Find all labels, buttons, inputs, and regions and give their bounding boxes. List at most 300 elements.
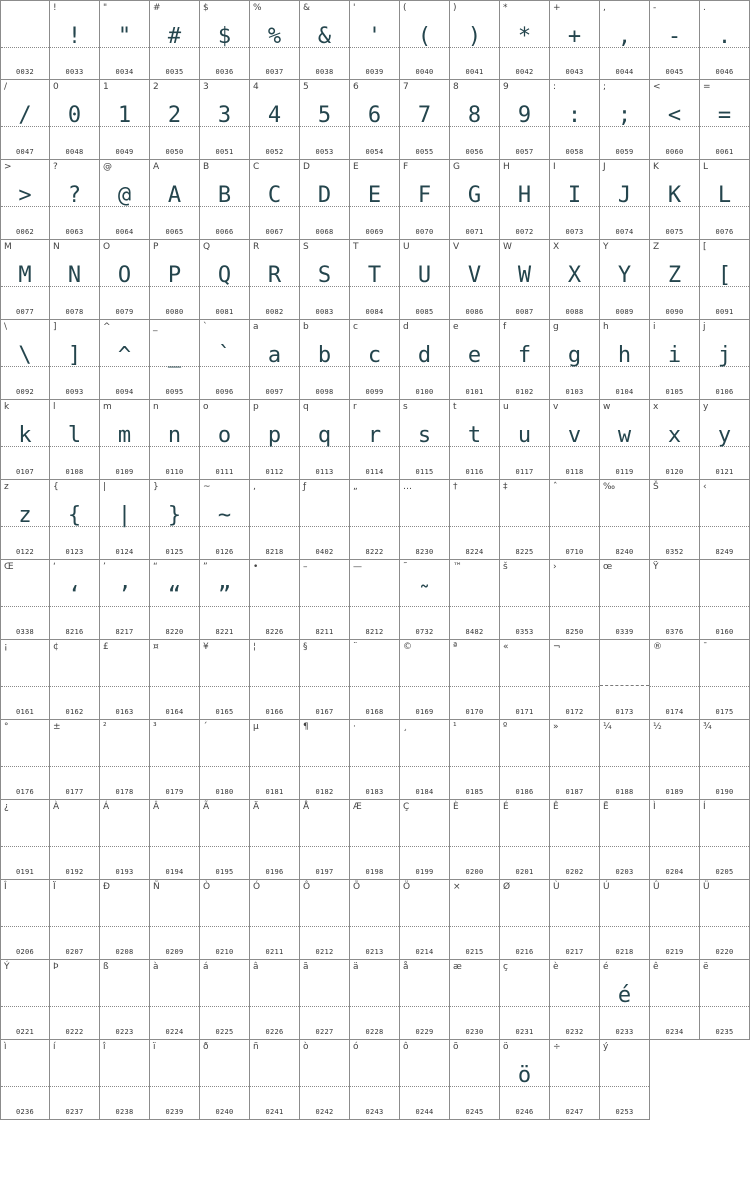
glyph-cell bbox=[50, 560, 100, 640]
glyph-sample bbox=[100, 896, 149, 936]
glyph-cell bbox=[300, 560, 350, 640]
glyph-label: l bbox=[53, 402, 56, 412]
glyph-cell bbox=[300, 880, 350, 960]
glyph-cell bbox=[700, 400, 750, 480]
glyph-cell bbox=[250, 480, 300, 560]
glyph-code: 0235 bbox=[715, 1028, 734, 1036]
glyph-sample: 4 bbox=[267, 103, 282, 128]
glyph-label: ¼ bbox=[603, 722, 612, 732]
glyph-cell bbox=[500, 880, 550, 960]
glyph-code: 0207 bbox=[65, 948, 84, 956]
glyph-sample bbox=[600, 736, 649, 776]
glyph-sample: 7 bbox=[417, 103, 432, 128]
glyph-cell bbox=[250, 560, 300, 640]
glyph-cell bbox=[500, 160, 550, 240]
glyph-label: Ã bbox=[203, 802, 210, 812]
glyph-cell bbox=[150, 1040, 200, 1120]
glyph-label: r bbox=[353, 402, 357, 412]
glyph-sample: m bbox=[117, 423, 132, 448]
glyph-code: 0035 bbox=[165, 68, 184, 76]
glyph-cell bbox=[400, 160, 450, 240]
glyph-sample bbox=[350, 816, 399, 856]
glyph-sample bbox=[50, 976, 99, 1016]
glyph-cell bbox=[300, 1040, 350, 1120]
glyph-code: 0037 bbox=[265, 68, 284, 76]
glyph-cell bbox=[450, 480, 500, 560]
glyph-cell bbox=[300, 400, 350, 480]
glyph-cell bbox=[250, 1040, 300, 1120]
glyph-label: ¬ bbox=[553, 642, 561, 652]
glyph-label: Ð bbox=[103, 882, 110, 892]
glyph-code: 0223 bbox=[115, 1028, 134, 1036]
glyph-cell bbox=[700, 640, 750, 720]
glyph-label: ~ bbox=[203, 482, 211, 492]
glyph-cell bbox=[550, 960, 600, 1040]
glyph-code: 0044 bbox=[615, 68, 634, 76]
glyph-code: 0240 bbox=[215, 1108, 234, 1116]
glyph-sample: ` bbox=[217, 343, 232, 368]
glyph-cell bbox=[0, 800, 50, 880]
glyph-cell bbox=[400, 640, 450, 720]
glyph-sample: g bbox=[567, 343, 582, 368]
glyph-label: Y bbox=[603, 242, 609, 252]
glyph-label: ³ bbox=[153, 722, 157, 732]
glyph-sample bbox=[300, 816, 349, 856]
glyph-cell bbox=[600, 400, 650, 480]
glyph-sample: ! bbox=[67, 24, 82, 49]
glyph-code: 0093 bbox=[65, 388, 84, 396]
glyph-sample: % bbox=[267, 24, 282, 49]
glyph-label: Ï bbox=[53, 882, 56, 892]
glyph-code: 0215 bbox=[465, 948, 484, 956]
glyph-cell bbox=[0, 240, 50, 320]
glyph-label: | bbox=[103, 482, 107, 492]
glyph-label: 8 bbox=[453, 82, 459, 92]
glyph-cell bbox=[100, 160, 150, 240]
glyph-label: q bbox=[303, 402, 309, 412]
glyph-sample: L bbox=[717, 183, 732, 208]
glyph-code: 8220 bbox=[165, 628, 184, 636]
glyph-code: 0063 bbox=[65, 228, 84, 236]
glyph-code: 0210 bbox=[215, 948, 234, 956]
glyph-code: 0191 bbox=[15, 868, 35, 876]
glyph-sample: Y bbox=[617, 263, 632, 288]
glyph-label: f bbox=[503, 322, 507, 332]
glyph-code: 8216 bbox=[65, 628, 84, 636]
glyph-cell bbox=[500, 0, 550, 80]
glyph-label: U bbox=[403, 242, 410, 252]
glyph-sample: q bbox=[317, 423, 332, 448]
glyph-sample: B bbox=[217, 183, 232, 208]
glyph-code: 0092 bbox=[15, 388, 35, 396]
glyph-label: È bbox=[453, 802, 459, 812]
glyph-code: 0062 bbox=[15, 228, 35, 236]
glyph-cell bbox=[300, 480, 350, 560]
glyph-sample: o bbox=[217, 423, 232, 448]
glyph-cell bbox=[250, 880, 300, 960]
glyph-sample bbox=[550, 496, 599, 536]
glyph-sample: 1 bbox=[117, 103, 132, 128]
glyph-code: 0075 bbox=[665, 228, 684, 236]
glyph-sample: \ bbox=[18, 343, 32, 368]
glyph-code: 0181 bbox=[265, 788, 284, 796]
glyph-label: b bbox=[303, 322, 309, 332]
glyph-cell bbox=[600, 960, 650, 1040]
glyph-sample bbox=[300, 496, 349, 536]
glyph-code: 0066 bbox=[215, 228, 234, 236]
glyph-sample: R bbox=[267, 263, 282, 288]
glyph-sample bbox=[200, 816, 249, 856]
glyph-label: k bbox=[4, 402, 10, 412]
glyph-cell bbox=[100, 0, 150, 80]
glyph-code: 0230 bbox=[465, 1028, 484, 1036]
glyph-cell bbox=[200, 960, 250, 1040]
glyph-code: 0339 bbox=[615, 628, 634, 636]
glyph-code: 0095 bbox=[165, 388, 184, 396]
glyph-label: ¥ bbox=[203, 642, 209, 652]
glyph-label: . bbox=[703, 3, 706, 13]
glyph-label: 3 bbox=[203, 82, 209, 92]
glyph-label: 5 bbox=[303, 82, 309, 92]
glyph-cell bbox=[100, 400, 150, 480]
glyph-cell bbox=[600, 80, 650, 160]
glyph-sample: + bbox=[567, 24, 582, 49]
glyph-label: † bbox=[453, 482, 458, 492]
glyph-label: Þ bbox=[53, 962, 59, 972]
glyph-sample bbox=[1, 736, 49, 776]
glyph-cell bbox=[400, 480, 450, 560]
glyph-label: Î bbox=[4, 882, 7, 892]
glyph-sample bbox=[250, 976, 299, 1016]
glyph-sample bbox=[250, 656, 299, 696]
glyph-label: a bbox=[253, 322, 259, 332]
glyph-cell bbox=[0, 400, 50, 480]
glyph-cell bbox=[550, 160, 600, 240]
glyph-sample: f bbox=[517, 343, 532, 368]
glyph-label: A bbox=[153, 162, 160, 172]
glyph-cell bbox=[700, 0, 750, 80]
glyph-sample bbox=[400, 896, 449, 936]
glyph-label: E bbox=[353, 162, 359, 172]
glyph-label: à bbox=[153, 962, 159, 972]
glyph-cell bbox=[200, 80, 250, 160]
glyph-sample bbox=[450, 896, 499, 936]
glyph-sample: u bbox=[517, 423, 532, 448]
glyph-label: M bbox=[4, 242, 12, 252]
glyph-cell bbox=[700, 800, 750, 880]
glyph-sample bbox=[150, 896, 199, 936]
glyph-sample bbox=[100, 816, 149, 856]
glyph-cell bbox=[250, 640, 300, 720]
glyph-sample: I bbox=[567, 183, 582, 208]
glyph-cell bbox=[200, 400, 250, 480]
glyph-code: 0077 bbox=[15, 308, 35, 316]
glyph-cell bbox=[300, 240, 350, 320]
glyph-cell bbox=[500, 960, 550, 1040]
glyph-sample: U bbox=[417, 263, 432, 288]
glyph-sample bbox=[400, 736, 449, 776]
glyph-cell bbox=[350, 400, 400, 480]
glyph-sample bbox=[450, 736, 499, 776]
glyph-code: 0121 bbox=[715, 468, 734, 476]
glyph-cell bbox=[350, 880, 400, 960]
glyph-cell bbox=[550, 640, 600, 720]
glyph-label: × bbox=[453, 882, 461, 892]
glyph-label: ´ bbox=[203, 722, 208, 732]
glyph-cell bbox=[150, 80, 200, 160]
glyph-code: 0177 bbox=[65, 788, 84, 796]
glyph-label: ƒ bbox=[303, 482, 307, 492]
glyph-sample: V bbox=[467, 263, 482, 288]
glyph-label: 2 bbox=[153, 82, 159, 92]
glyph-cell bbox=[50, 640, 100, 720]
glyph-sample: ' bbox=[367, 24, 382, 49]
glyph-label: C bbox=[253, 162, 260, 172]
glyph-sample: l bbox=[67, 423, 82, 448]
glyph-code: 0067 bbox=[265, 228, 284, 236]
glyph-label: … bbox=[403, 482, 412, 492]
glyph-label: = bbox=[703, 82, 711, 92]
glyph-sample bbox=[550, 656, 599, 696]
glyph-label: w bbox=[603, 402, 611, 412]
glyph-cell bbox=[200, 1040, 250, 1120]
glyph-sample bbox=[1, 576, 49, 616]
glyph-label: 1 bbox=[103, 82, 109, 92]
glyph-sample: & bbox=[317, 24, 332, 49]
glyph-cell bbox=[250, 0, 300, 80]
glyph-cell bbox=[550, 1040, 600, 1120]
glyph-label: ª bbox=[453, 642, 458, 652]
glyph-code: 0221 bbox=[15, 1028, 35, 1036]
glyph-label: e bbox=[453, 322, 459, 332]
glyph-label: µ bbox=[253, 722, 259, 732]
glyph-label: m bbox=[103, 402, 112, 412]
glyph-cell bbox=[550, 560, 600, 640]
glyph-code: 0043 bbox=[565, 68, 584, 76]
glyph-cell bbox=[600, 800, 650, 880]
glyph-code: 0353 bbox=[515, 628, 534, 636]
glyph-label: ‰ bbox=[603, 482, 616, 492]
glyph-label: Ú bbox=[603, 882, 610, 892]
glyph-cell bbox=[700, 720, 750, 800]
glyph-cell bbox=[0, 160, 50, 240]
glyph-label: 6 bbox=[353, 82, 359, 92]
glyph-cell bbox=[300, 160, 350, 240]
glyph-label: _ bbox=[153, 322, 158, 332]
glyph-sample bbox=[150, 976, 199, 1016]
glyph-cell bbox=[100, 80, 150, 160]
glyph-cell bbox=[150, 480, 200, 560]
glyph-label: N bbox=[53, 242, 60, 252]
glyph-label: § bbox=[303, 642, 308, 652]
glyph-sample: F bbox=[417, 183, 432, 208]
glyph-label: R bbox=[253, 242, 260, 252]
glyph-label: õ bbox=[453, 1042, 459, 1052]
glyph-sample: 6 bbox=[367, 103, 382, 128]
glyph-code: 8249 bbox=[715, 548, 734, 556]
glyph-label: " bbox=[103, 3, 108, 13]
glyph-sample: w bbox=[617, 423, 632, 448]
glyph-sample: = bbox=[717, 103, 732, 128]
glyph-sample: ~ bbox=[217, 503, 232, 528]
glyph-code: 0217 bbox=[565, 948, 584, 956]
glyph-cell bbox=[500, 400, 550, 480]
glyph-sample bbox=[50, 816, 99, 856]
glyph-code: 0051 bbox=[215, 148, 234, 156]
glyph-code: 0041 bbox=[465, 68, 484, 76]
glyph-sample: @ bbox=[117, 183, 132, 208]
glyph-code: 0188 bbox=[615, 788, 634, 796]
glyph-cell bbox=[650, 400, 700, 480]
glyph-code: 0195 bbox=[215, 868, 234, 876]
glyph-code: 0114 bbox=[365, 468, 384, 476]
glyph-sample bbox=[250, 736, 299, 776]
glyph-sample: S bbox=[317, 263, 332, 288]
glyph-code: 0190 bbox=[715, 788, 734, 796]
glyph-code: 0179 bbox=[165, 788, 184, 796]
glyph-code: 0170 bbox=[465, 708, 484, 716]
glyph-code: 0039 bbox=[365, 68, 384, 76]
glyph-cell bbox=[300, 960, 350, 1040]
glyph-code: 0205 bbox=[715, 868, 734, 876]
glyph-cell bbox=[0, 0, 50, 80]
glyph-cell bbox=[450, 560, 500, 640]
glyph-code: 0099 bbox=[365, 388, 384, 396]
glyph-label: ? bbox=[53, 162, 58, 172]
glyph-sample: a bbox=[267, 343, 282, 368]
glyph-label: ê bbox=[653, 962, 659, 972]
glyph-label: { bbox=[53, 482, 59, 492]
glyph-label: O bbox=[103, 242, 111, 252]
glyph-label: ß bbox=[103, 962, 109, 972]
glyph-label: [ bbox=[703, 242, 707, 252]
glyph-sample bbox=[300, 1056, 349, 1096]
glyph-sample: [ bbox=[717, 263, 732, 288]
glyph-code: 0253 bbox=[615, 1108, 634, 1116]
glyph-sample: 5 bbox=[317, 103, 332, 128]
glyph-cell bbox=[400, 880, 450, 960]
glyph-code: 0076 bbox=[715, 228, 734, 236]
glyph-cell bbox=[550, 720, 600, 800]
glyph-sample: > bbox=[18, 183, 32, 208]
glyph-label: ¨ bbox=[353, 642, 358, 652]
glyph-code: 0115 bbox=[415, 468, 434, 476]
glyph-cell bbox=[700, 80, 750, 160]
glyph-code: 0228 bbox=[365, 1028, 384, 1036]
glyph-label: p bbox=[253, 402, 259, 412]
glyph-code: 0065 bbox=[165, 228, 184, 236]
glyph-sample bbox=[400, 656, 449, 696]
glyph-sample bbox=[500, 816, 549, 856]
glyph-cell bbox=[200, 800, 250, 880]
glyph-sample bbox=[100, 1056, 149, 1096]
glyph-label: Ñ bbox=[153, 882, 160, 892]
glyph-code: 0091 bbox=[715, 308, 734, 316]
glyph-sample: # bbox=[167, 24, 182, 49]
glyph-label: ò bbox=[303, 1042, 309, 1052]
glyph-code: 0054 bbox=[365, 148, 384, 156]
glyph-label: ; bbox=[603, 82, 607, 92]
glyph-label: s bbox=[403, 402, 408, 412]
glyph-label: ì bbox=[4, 1042, 7, 1052]
glyph-code: 0112 bbox=[265, 468, 284, 476]
glyph-label: # bbox=[153, 3, 161, 13]
glyph-code: 0211 bbox=[265, 948, 284, 956]
glyph-label: ý bbox=[603, 1042, 609, 1052]
glyph-cell bbox=[250, 720, 300, 800]
glyph-code: 0052 bbox=[265, 148, 284, 156]
glyph-cell bbox=[50, 1040, 100, 1120]
glyph-label: x bbox=[653, 402, 659, 412]
glyph-sample: : bbox=[567, 103, 582, 128]
glyph-label: é bbox=[603, 962, 609, 972]
glyph-sample bbox=[100, 656, 149, 696]
glyph-label: : bbox=[553, 82, 557, 92]
glyph-label: \ bbox=[4, 322, 8, 332]
glyph-sample bbox=[350, 976, 399, 1016]
glyph-code: 8225 bbox=[515, 548, 534, 556]
glyph-label: ¶ bbox=[303, 722, 309, 732]
glyph-cell bbox=[550, 0, 600, 80]
glyph-code: 0102 bbox=[515, 388, 534, 396]
glyph-code: 0162 bbox=[65, 708, 84, 716]
glyph-label: d bbox=[403, 322, 409, 332]
glyph-code: 0057 bbox=[515, 148, 534, 156]
glyph-sample: / bbox=[18, 103, 32, 128]
glyph-code: 0200 bbox=[465, 868, 484, 876]
glyph-label: À bbox=[53, 802, 60, 812]
glyph-sample bbox=[450, 656, 499, 696]
glyph-sample bbox=[450, 1056, 499, 1096]
glyph-cell bbox=[100, 1040, 150, 1120]
glyph-cell bbox=[50, 320, 100, 400]
glyph-code: 0201 bbox=[515, 868, 534, 876]
glyph-cell bbox=[400, 1040, 450, 1120]
glyph-sample: ) bbox=[467, 24, 482, 49]
glyph-label: t bbox=[453, 402, 457, 412]
glyph-label: „ bbox=[353, 482, 358, 492]
glyph-cell bbox=[400, 800, 450, 880]
glyph-cell bbox=[400, 720, 450, 800]
glyph-label: Ò bbox=[203, 882, 211, 892]
glyph-sample bbox=[700, 896, 749, 936]
glyph-label: Õ bbox=[353, 882, 361, 892]
glyph-code: 0074 bbox=[615, 228, 634, 236]
glyph-code: 0160 bbox=[715, 628, 734, 636]
glyph-cell bbox=[600, 480, 650, 560]
glyph-cell bbox=[450, 0, 500, 80]
glyph-label: Q bbox=[203, 242, 211, 252]
glyph-label: S bbox=[303, 242, 309, 252]
glyph-code: 0194 bbox=[165, 868, 184, 876]
glyph-label: ® bbox=[653, 642, 662, 652]
glyph-code: 0218 bbox=[615, 948, 634, 956]
glyph-sample bbox=[150, 736, 199, 776]
glyph-code: 0109 bbox=[115, 468, 134, 476]
glyph-code: 0082 bbox=[265, 308, 284, 316]
glyph-code: 0164 bbox=[165, 708, 184, 716]
glyph-label: > bbox=[4, 162, 12, 172]
glyph-sample bbox=[600, 496, 649, 536]
glyph-code: 0097 bbox=[265, 388, 284, 396]
glyph-cell bbox=[500, 1040, 550, 1120]
glyph-code: 0198 bbox=[365, 868, 384, 876]
glyph-label: ( bbox=[403, 3, 407, 13]
glyph-cell bbox=[300, 0, 350, 80]
glyph-sample bbox=[400, 816, 449, 856]
glyph-cell bbox=[250, 960, 300, 1040]
glyph-sample bbox=[650, 816, 699, 856]
